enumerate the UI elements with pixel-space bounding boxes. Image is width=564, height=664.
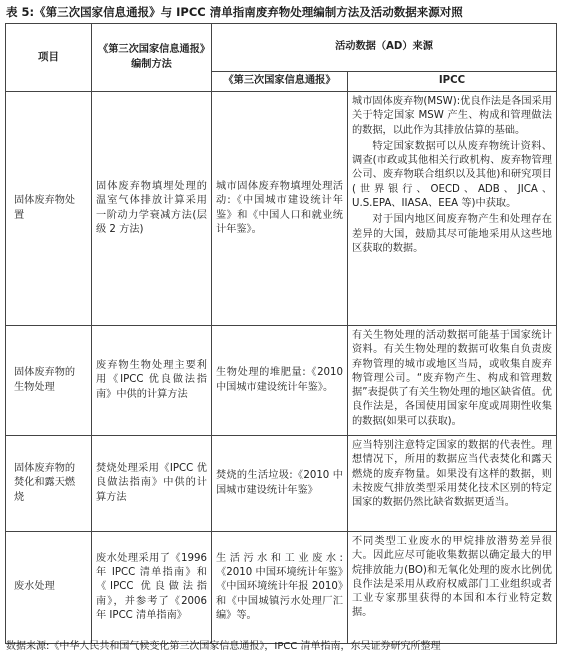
row-item: 固体废弃物的焚化和露天燃烧	[6, 436, 92, 532]
row-item: 固体废弃物的生物处理	[6, 326, 92, 436]
row-method: 废弃物生物处理主要利用《IPCC 优良做法指南》中供的计算方法	[92, 326, 212, 436]
row-ad-ipcc	[348, 326, 557, 436]
header-ad-tnc: 《第三次国家信息通报》	[212, 72, 348, 92]
ipcc-paragraph: 不同类型工业废水的甲烷排放潜势差异很大。因此应尽可能收集数据以确定最大的甲烷排放能力(BO)和无氧化处理的废水比例优良作法是采用从政府权威部门工业组织或者工业专家那里获得的本国和本行业特定数据。	[352, 536, 552, 619]
table-row	[6, 436, 557, 532]
header-method: 《第三次国家信息通报》编制方法	[92, 24, 212, 92]
row-ad-ipcc	[348, 532, 557, 644]
row-item: 废水处理	[6, 532, 92, 644]
table-row	[6, 326, 557, 436]
row-ad-tnc: 生物处理的堆肥量:《2010 中国城市建设统计年鉴》。	[212, 326, 348, 436]
table-row	[6, 92, 557, 326]
source-note: 数据来源:《中华人民共和国气候变化第三次国家信息通报》，IPCC 清单指南，东吴证券研究所整理	[6, 641, 441, 652]
row-ad-tnc: 生活污水和工业废水:《2010 中国环境统计年鉴》《中国环境统计年报 2010》和《中国城镇污水处理厂汇编》等。	[212, 532, 348, 644]
ipcc-paragraph: 对于国内地区间废弃物产生和处理存在差异的大国，鼓励其尽可能地采用从这些地区获取的数据。	[352, 214, 552, 254]
ipcc-paragraph: 有关生物处理的活动数据可能基于国家统计资料。有关生物处理的数据可收集自负责废弃物管理的城市或地区当局，或收集自废弃物管理公司。“废弃物产生、构成和管理数据”表提供了有关生物处理的地区缺省值。优良作法是，各国使用国家年度或周期性收集的数据(如果可以获取)。	[352, 330, 552, 427]
row-ad-ipcc	[348, 92, 557, 326]
ipcc-paragraph: 特定国家数据可以从废弃物统计资料、调查(市政或其他相关行政机构、废弃物管理公司、废弃物联合组织以及其他)和研究项目(世界银行、OECD、ADB、JICA、U.S.EPA、IIASA、EEA 等)中获取。	[352, 140, 552, 210]
row-ad-tnc: 焚烧的生活垃圾:《2010 中国城市建设统计年鉴》	[212, 436, 348, 532]
ipcc-paragraph: 城市固体废弃物(MSW):优良作法是各国采用关于特定国家 MSW 产生、构成和管理做法的数据，以此作为其排放估算的基础。	[352, 96, 552, 136]
header-item: 项目	[6, 24, 92, 92]
row-ad-ipcc	[348, 436, 557, 532]
row-method: 固体废弃物填埋处理的温室气体排放计算采用一阶动力学衰减方法(层级 2 方法)	[92, 92, 212, 326]
row-method: 焚烧处理采用《IPCC 优良做法指南》中供的计算方法	[92, 436, 212, 532]
header-row-1	[6, 24, 557, 72]
table-caption: 表 5:《第三次国家信息通报》与 IPCC 清单指南废弃物处理编制方法及活动数据来源对照	[6, 5, 463, 19]
row-ad-tnc: 城市固体废弃物填埋处理活动:《中国城市建设统计年鉴》和《中国人口和就业统计年鉴》。	[212, 92, 348, 326]
ipcc-paragraph: 应当特别注意特定国家的数据的代表性。理想情况下，所用的数据应当代表焚化和露天燃烧的废弃物量。如果没有这样的数据，则未按废气排放类型采用焚化技术区别的特定国家的数据仍然比缺省数据更适当。	[352, 440, 552, 509]
comparison-table	[5, 23, 557, 644]
table-row	[6, 532, 557, 644]
header-ad: 活动数据（AD）来源	[212, 24, 557, 72]
row-method: 废水处理采用了《1996 年 IPCC 清单指南》和《IPCC 优良做法指南》，并参考了《2006 年 IPCC 清单指南》	[92, 532, 212, 644]
header-ad-ipcc: IPCC	[348, 72, 557, 92]
row-item: 固体废弃物处置	[6, 92, 92, 326]
